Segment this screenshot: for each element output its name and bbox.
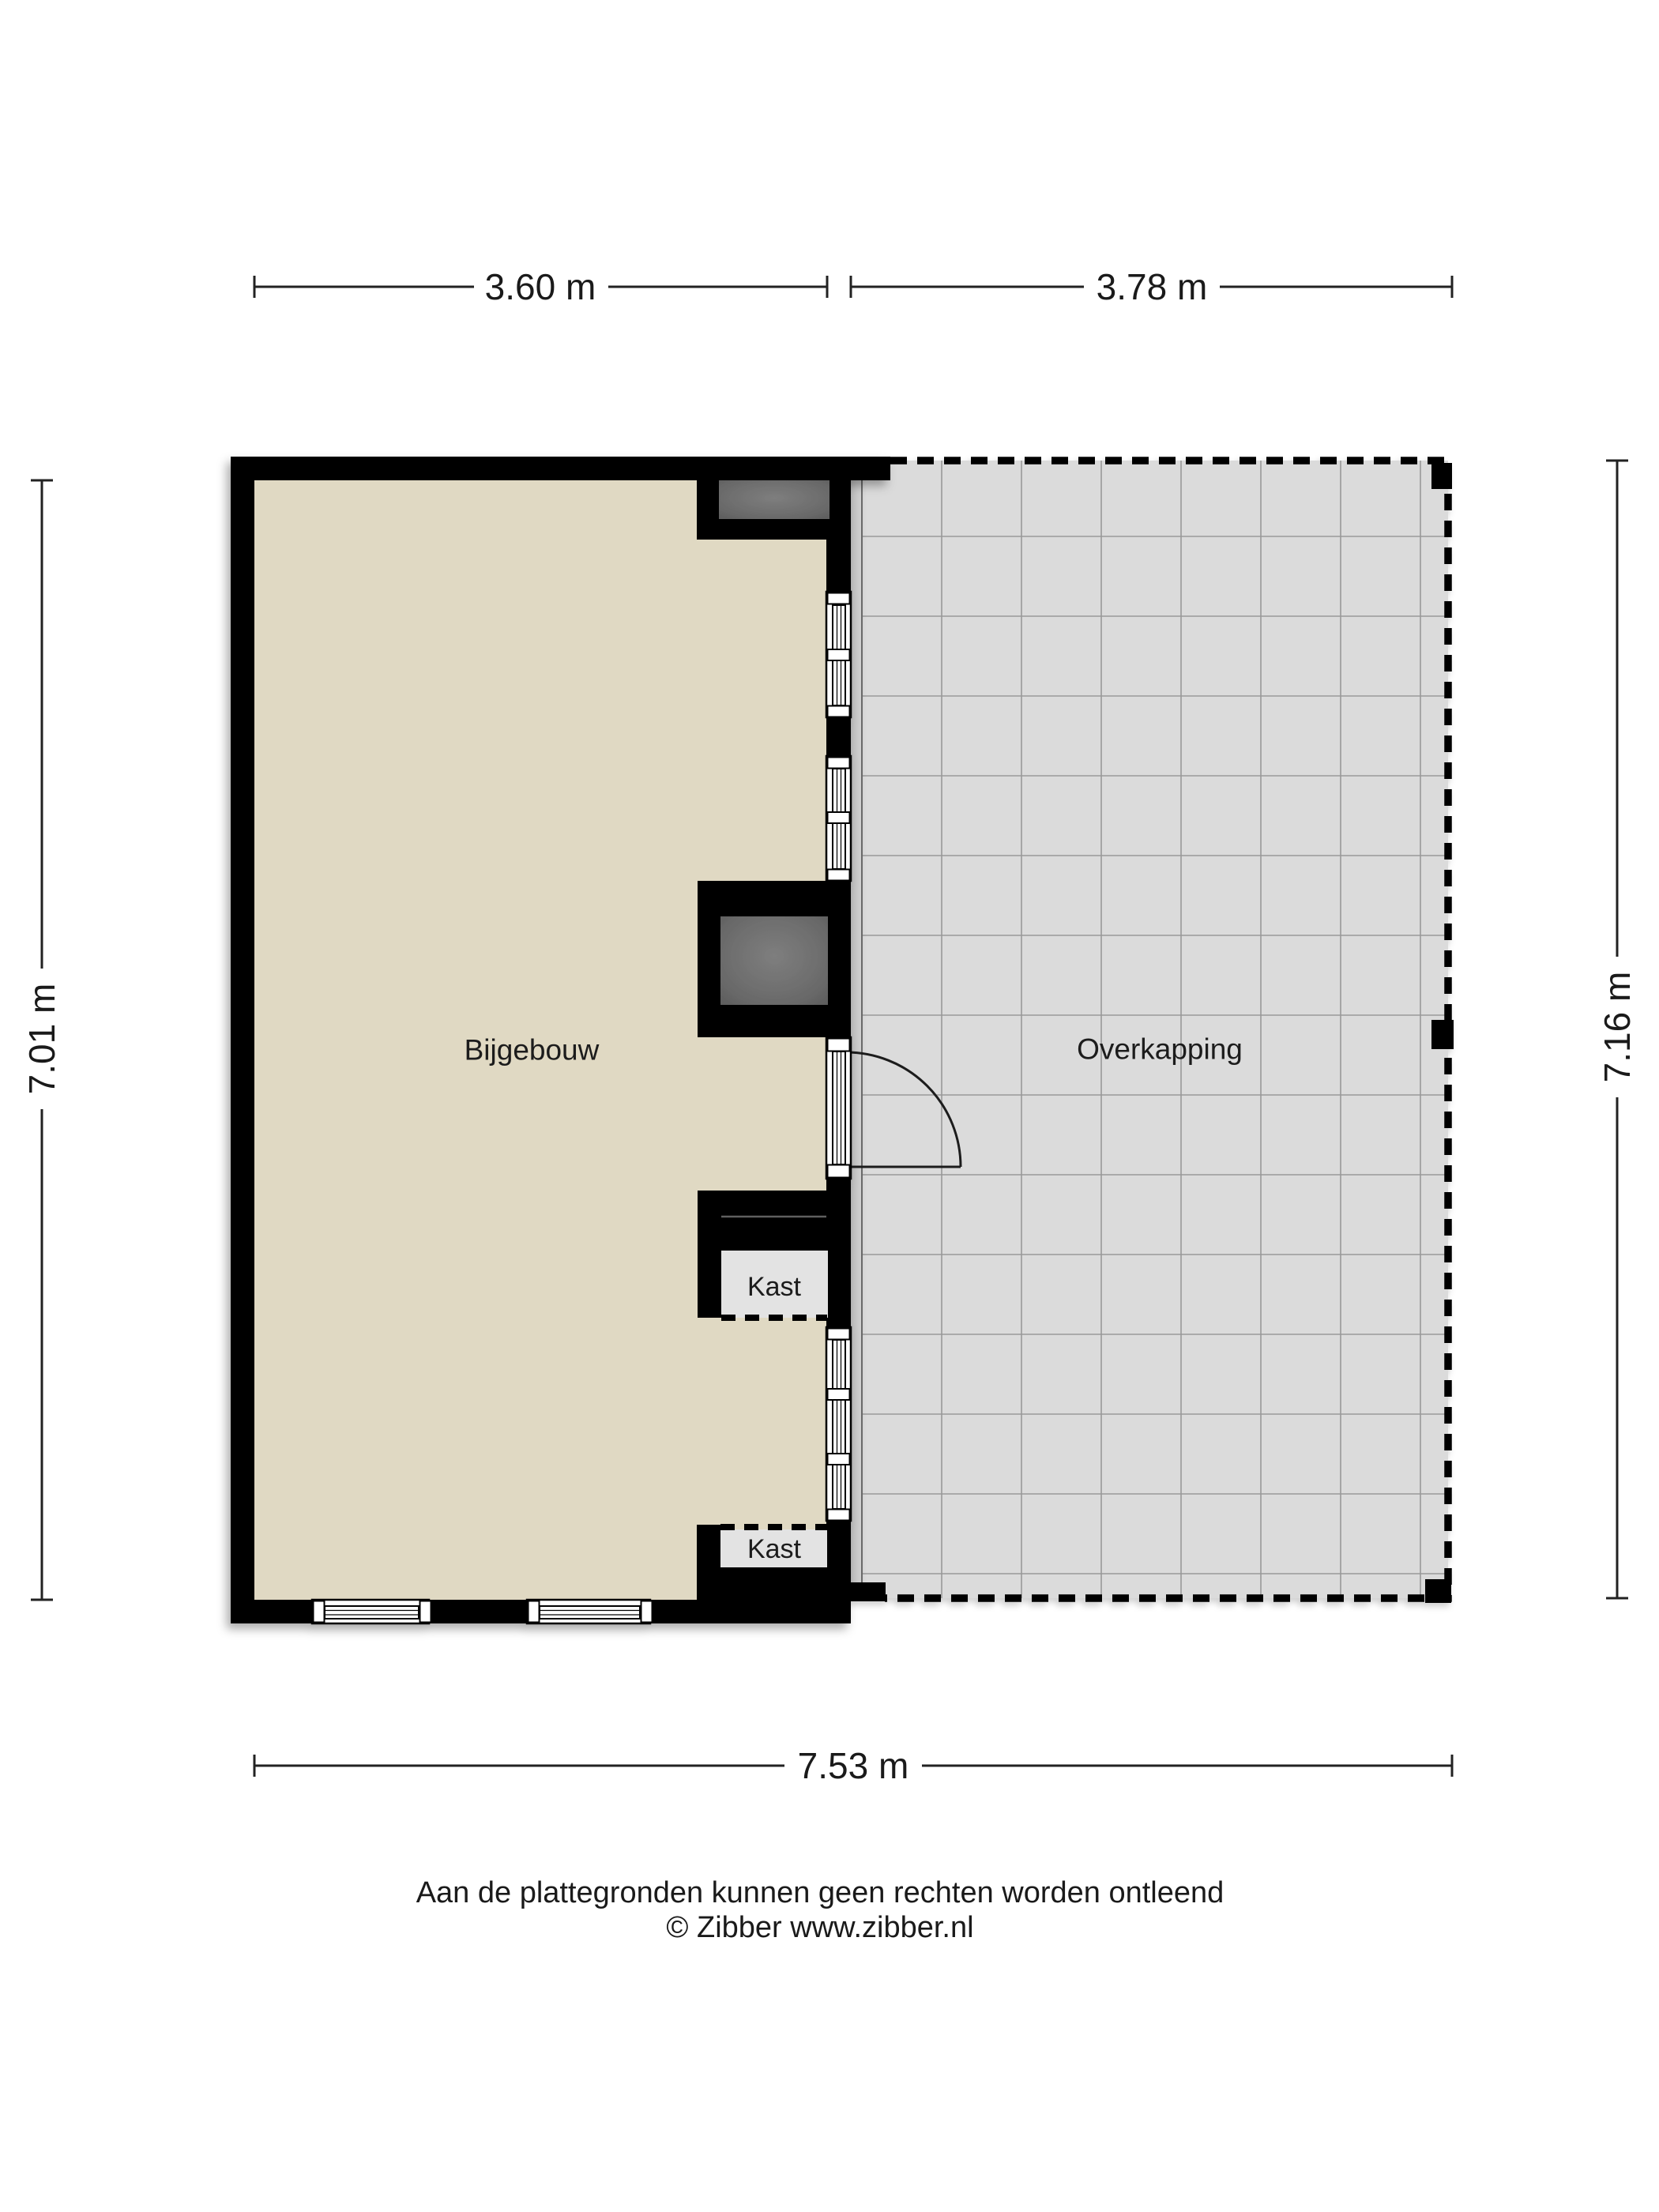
room-label-bijgebouw: Bijgebouw (464, 1033, 600, 1066)
kast-upper-wall-left (698, 1191, 721, 1318)
overkapping-area (846, 461, 1454, 1603)
post-mid-right (1431, 1020, 1454, 1049)
post-top-right (1431, 463, 1452, 489)
dimension-top-inner-label: 3.60 m (484, 266, 596, 307)
window (312, 1600, 431, 1623)
window (826, 592, 851, 717)
flue-middle-fill (720, 916, 828, 1005)
footer-disclaimer: Aan de plattegronden kunnen geen rechten worden ontleend (416, 1876, 1224, 1909)
dimension-left-label: 7.01 m (21, 983, 62, 1095)
window (826, 756, 851, 881)
wall-top (231, 457, 890, 480)
room-label-overkapping: Overkapping (1077, 1033, 1243, 1066)
dimension-right-label: 7.16 m (1597, 971, 1638, 1083)
door-frame (826, 1037, 851, 1179)
wall-left (231, 457, 254, 1623)
niche-wall-bottom (697, 519, 830, 540)
dimension-top-outer-label: 3.78 m (1096, 266, 1208, 307)
window (527, 1600, 653, 1623)
flue-top-fill (719, 480, 830, 519)
window (826, 1327, 851, 1521)
footer (416, 1876, 1224, 1944)
post-bottom-right (1425, 1579, 1451, 1603)
bijgebouw-building (231, 457, 890, 1623)
kast-upper-label: Kast (747, 1272, 802, 1302)
dimension-bottom-label: 7.53 m (797, 1745, 909, 1786)
kast-lower-wall-bottom (697, 1567, 851, 1623)
overkapping-floor (851, 461, 1448, 1598)
kast-lower-label: Kast (747, 1534, 802, 1564)
footer-copyright: © Zibber www.zibber.nl (666, 1911, 974, 1944)
wall-cast-shade (851, 461, 867, 1598)
post-bottom-left (851, 1582, 886, 1601)
